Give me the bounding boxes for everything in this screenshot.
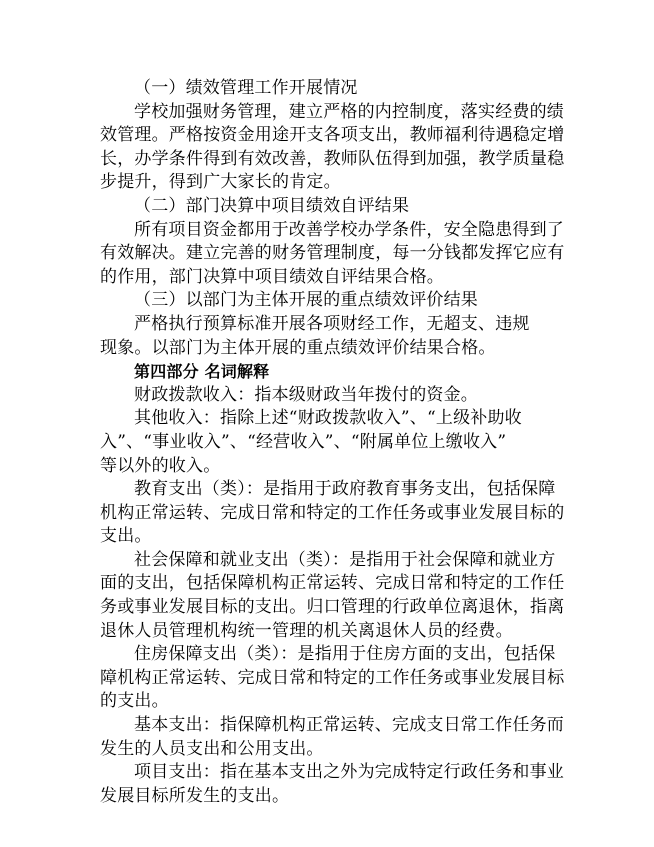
text-line: 严格执行预算标准开展各项财经工作，无超支、违规 <box>134 313 530 334</box>
text-line: 入”、“事业收入”、“经营收入”、“附属单位上缴收入” <box>100 431 507 452</box>
text-line: 现象。以部门为主体开展的重点绩效评价结果合格。 <box>100 337 496 358</box>
text-line: 的作用，部门决算中项目绩效自评结果合格。 <box>100 266 444 287</box>
text-line: 所有项目资金都用于改善学校办学条件，安全隐患得到了 <box>134 219 564 240</box>
text-line: 的支出。 <box>100 691 169 712</box>
text-line: 退休人员管理机构统一管理的机关离退休人员的经费。 <box>100 620 513 641</box>
text-line: 学校加强财务管理，建立严格的内控制度，落实经费的绩 <box>134 101 564 122</box>
text-line: 障机构正常运转、完成日常和特定的工作任务或事业发展目标 <box>100 667 565 688</box>
text-line: 项目支出：指在基本支出之外为完成特定行政任务和事业 <box>134 762 564 783</box>
text-line: （一）绩效管理工作开展情况 <box>134 78 358 98</box>
section-heading: 第四部分 名词解释 <box>134 362 270 382</box>
text-line: （二）部门决算中项目绩效自评结果 <box>134 195 410 216</box>
text-line: 其他收入：指除上述“财政拨款收入”、“上级补助收 <box>134 408 522 429</box>
text-line: 支出。 <box>100 526 152 547</box>
document-body <box>100 77 565 808</box>
text-line: 发生的人员支出和公用支出。 <box>100 738 324 759</box>
text-line: 务或事业发展目标的支出。归口管理的行政单位离退休，指离 <box>100 597 565 618</box>
text-line: 住房保障支出（类）：是指用于住房方面的支出，包括保 <box>134 644 556 665</box>
text-line: 财政拨款收入：指本级财政当年拨付的资金。 <box>134 384 478 405</box>
text-line: （三）以部门为主体开展的重点绩效评价结果 <box>134 290 478 311</box>
text-line: 社会保障和就业支出（类）：是指用于社会保障和就业方 <box>134 549 556 570</box>
text-line: 基本支出：指保障机构正常运转、完成支日常工作任务而 <box>134 715 564 736</box>
text-line: 等以外的收入。 <box>100 455 221 476</box>
text-line: 效管理。严格按资金用途开支各项支出，教师福利待遇稳定增 <box>100 125 565 146</box>
text-line: 教育支出（类）：是指用于政府教育事务支出，包括保障 <box>134 479 556 500</box>
text-line: 发展目标所发生的支出。 <box>100 785 290 806</box>
text-line: 步提升，得到广大家长的肯定。 <box>100 172 341 193</box>
text-line: 长，办学条件得到有效改善，教师队伍得到加强，教学质量稳 <box>100 148 565 169</box>
text-line: 机构正常运转、完成日常和特定的工作任务或事业发展目标的 <box>100 502 565 523</box>
text-line: 有效解决。建立完善的财务管理制度，每一分钱都发挥它应有 <box>100 243 565 264</box>
text-line: 面的支出，包括保障机构正常运转、完成日常和特定的工作任 <box>100 573 565 594</box>
